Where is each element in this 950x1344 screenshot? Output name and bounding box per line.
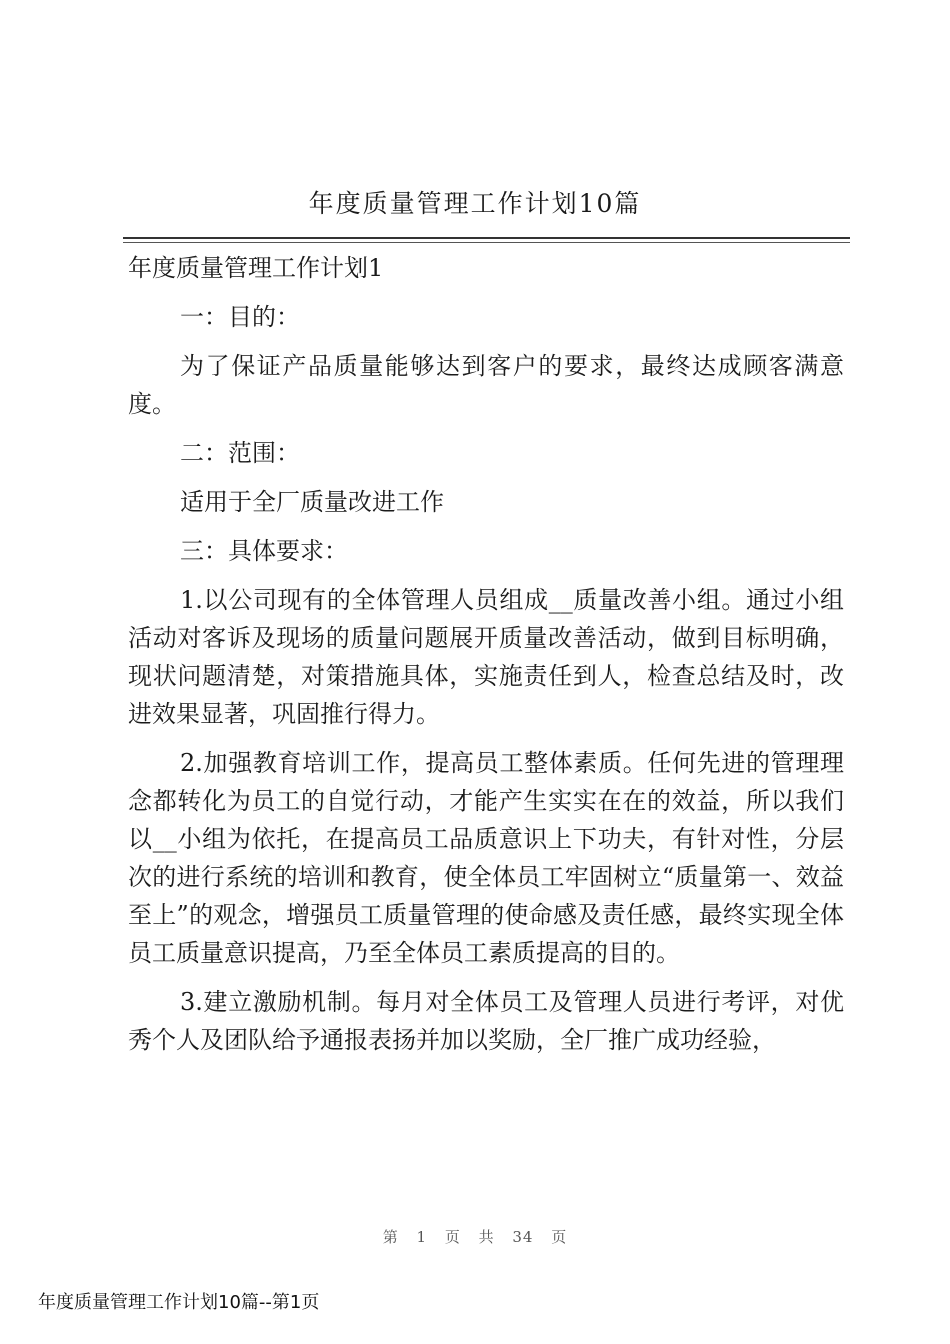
document-body [128,249,844,1070]
heading-scope: 二：范围： [180,439,300,467]
page-number-footer: 第 1 页 共 34 页 [382,1228,568,1246]
section-title: 年度质量管理工作计划1 [128,254,384,282]
paragraph-scope: 适用于全厂质量改进工作 [180,488,444,516]
paragraph-requirement-2: 2.加强教育培训工作，提高员工整体素质。任何先进的管理理念都转化为员工的自觉行动，才能产生实实在在的效益，所以我们以__小组为依托，在提高员工品质意识上下功夫，有针对性，分层次的进行系统的培训和教育，使全体员工牢固树立“质量第一、效益至上”的观念，增强员工质量管理的使命感及责任感，最终实现全体员工质量意识提高，乃至全体员工素质提高的目的。 [128,749,844,967]
title-divider-thin [123,242,850,243]
document-title: 年度质量管理工作计划10篇 [308,189,642,218]
paragraph-requirement-1: 1.以公司现有的全体管理人员组成__质量改善小组。通过小组活动对客诉及现场的质量问题展开质量改善活动，做到目标明确，现状问题清楚，对策措施具体，实施责任到人，检查总结及时，改进效果显著，巩固推行得力。 [128,586,844,728]
paragraph-purpose: 为了保证产品质量能够达到客户的要求，最终达成顾客满意度。 [128,352,844,418]
heading-purpose: 一：目的： [180,303,300,331]
paragraph-requirement-3: 3.建立激励机制。每月对全体员工及管理人员进行考评，对优秀个人及团队给予通报表扬并加以奖励，全厂推广成功经验， [128,988,844,1054]
heading-requirements: 三：具体要求： [180,537,348,565]
title-divider-thick [123,237,850,239]
page-caption: 年度质量管理工作计划10篇--第1页 [38,1292,320,1313]
